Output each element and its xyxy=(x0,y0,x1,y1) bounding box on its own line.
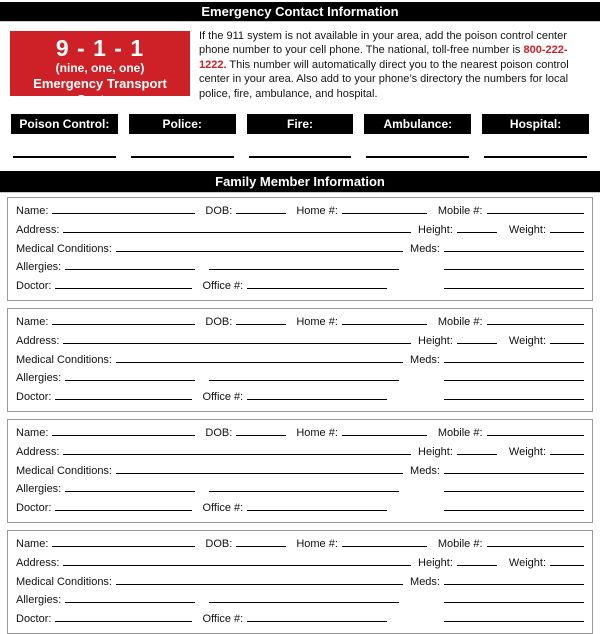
home-phone-line xyxy=(342,202,427,214)
home-phone-line xyxy=(342,424,427,436)
office-phone-label: Office #: xyxy=(202,502,244,515)
poison-control-label: Poison Control: xyxy=(11,114,118,134)
address-line xyxy=(63,443,411,455)
allergies-continuation-line xyxy=(209,591,399,603)
member-row-allergies xyxy=(16,480,584,499)
office-phone-label: Office #: xyxy=(202,280,244,293)
medical-conditions-line xyxy=(116,462,403,474)
office-phone-label: Office #: xyxy=(202,391,244,404)
meds-line xyxy=(444,462,584,474)
address-line xyxy=(63,554,411,566)
meds-label: Meds: xyxy=(410,353,440,366)
office-phone-line xyxy=(247,277,387,289)
name-label: Name: xyxy=(16,427,49,439)
meds-line xyxy=(444,240,584,252)
address-label: Address: xyxy=(16,445,60,458)
height-line xyxy=(457,443,497,455)
allergies-continuation-line xyxy=(209,258,399,270)
meds-label: Meds: xyxy=(410,464,440,477)
member-row-identity xyxy=(16,535,584,554)
office-phone-line xyxy=(247,499,387,511)
doctor-label: Doctor: xyxy=(16,613,52,626)
name-line xyxy=(52,535,195,547)
member-row-doctor xyxy=(16,610,584,629)
paragraph-text-before: If the 911 system is not available in your area, add the poison control center phone number to your cell phone. The national, toll-free number is xyxy=(199,30,567,57)
fire-answer-line xyxy=(249,136,352,158)
dob-label: DOB: xyxy=(205,316,233,329)
member-row-doctor xyxy=(16,277,584,296)
office-phone-line xyxy=(247,388,387,400)
member-row-medical xyxy=(16,351,584,370)
mobile-phone-line xyxy=(487,424,584,436)
medical-conditions-label: Medical Conditions: xyxy=(16,464,112,477)
member-row-allergies xyxy=(16,591,584,610)
member-row-medical xyxy=(16,240,584,259)
family-member-card xyxy=(7,308,593,412)
page-title-bar xyxy=(0,2,600,22)
office-phone-line xyxy=(247,610,387,622)
member-row-address xyxy=(16,332,584,351)
medical-conditions-label: Medical Conditions: xyxy=(16,242,112,255)
allergies-continuation-line xyxy=(209,369,399,381)
doctor-line xyxy=(55,388,192,400)
member-row-address xyxy=(16,221,584,240)
name-line xyxy=(52,313,195,325)
office-phone-label: Office #: xyxy=(202,613,244,626)
dob-line xyxy=(236,313,286,325)
name-line xyxy=(52,424,195,436)
contact-labels-row xyxy=(0,114,600,134)
family-members xyxy=(0,197,600,634)
nine-one-one-box xyxy=(10,31,190,107)
mobile-phone-label: Mobile #: xyxy=(437,316,483,329)
family-member-card xyxy=(7,197,593,301)
family-member-card xyxy=(7,530,593,634)
weight-label: Weight: xyxy=(508,334,546,347)
mobile-phone-label: Mobile #: xyxy=(437,427,483,439)
name-label: Name: xyxy=(16,537,49,550)
nine-one-one-words: (nine, one, one) xyxy=(55,61,145,75)
meds-continuation-line-2 xyxy=(444,388,584,400)
doctor-label: Doctor: xyxy=(16,280,52,293)
height-line xyxy=(457,332,497,344)
meds-label: Meds: xyxy=(410,242,440,255)
dob-label: DOB: xyxy=(205,205,233,218)
allergies-continuation-line xyxy=(209,480,399,492)
weight-label: Weight: xyxy=(508,445,546,458)
mobile-phone-line xyxy=(487,313,584,325)
dob-label: DOB: xyxy=(205,427,233,439)
member-row-medical xyxy=(16,462,584,481)
allergies-label: Allergies: xyxy=(16,483,62,496)
contact-answer-lines-row xyxy=(0,136,600,158)
family-section-title: Family Member Information xyxy=(215,174,385,190)
weight-line xyxy=(550,443,584,455)
height-line xyxy=(457,554,497,566)
nine-one-one-number: 9 - 1 - 1 xyxy=(55,35,145,61)
allergies-label: Allergies: xyxy=(16,261,62,274)
member-row-doctor xyxy=(16,499,584,518)
meds-line xyxy=(444,573,584,585)
home-phone-label: Home #: xyxy=(296,427,338,439)
allergies-label: Allergies: xyxy=(16,594,62,607)
address-label: Address: xyxy=(16,223,60,236)
weight-label: Weight: xyxy=(508,556,546,569)
home-phone-label: Home #: xyxy=(296,537,338,550)
address-label: Address: xyxy=(16,334,60,347)
hospital-answer-line xyxy=(484,136,587,158)
ambulance-answer-line xyxy=(366,136,469,158)
member-row-doctor xyxy=(16,388,584,407)
name-label: Name: xyxy=(16,316,49,329)
meds-continuation-line xyxy=(444,258,584,270)
poison-control-answer-line xyxy=(13,136,116,158)
weight-line xyxy=(550,554,584,566)
member-row-medical xyxy=(16,573,584,592)
police-answer-line xyxy=(131,136,234,158)
dob-label: DOB: xyxy=(205,537,233,550)
home-phone-label: Home #: xyxy=(296,205,338,218)
meds-continuation-line xyxy=(444,369,584,381)
medical-conditions-label: Medical Conditions: xyxy=(16,575,112,588)
height-line xyxy=(457,221,497,233)
address-line xyxy=(63,332,411,344)
doctor-line xyxy=(55,277,192,289)
home-phone-label: Home #: xyxy=(296,316,338,329)
allergies-label: Allergies: xyxy=(16,372,62,385)
poison-control-paragraph xyxy=(199,29,590,101)
meds-continuation-line-2 xyxy=(444,499,584,511)
mobile-phone-label: Mobile #: xyxy=(437,537,483,550)
intro-section xyxy=(0,29,600,107)
mobile-phone-line xyxy=(487,202,584,214)
dob-line xyxy=(236,202,286,214)
emergency-transport-caption: Emergency Transport System xyxy=(33,76,167,107)
member-row-allergies xyxy=(16,369,584,388)
doctor-label: Doctor: xyxy=(16,502,52,515)
meds-label: Meds: xyxy=(410,575,440,588)
paragraph-text-after: This number will automatically direct you to the nearest poison control center in your area. Also add to your phone’s directory the numbers for local police, fire, ambulance, and hospital. xyxy=(199,58,569,100)
medical-conditions-line xyxy=(116,573,403,585)
height-label: Height: xyxy=(418,556,453,569)
mobile-phone-line xyxy=(487,535,584,547)
home-phone-line xyxy=(342,535,427,547)
height-label: Height: xyxy=(418,223,453,236)
ambulance-label: Ambulance: xyxy=(364,114,471,134)
weight-label: Weight: xyxy=(508,223,546,236)
member-row-address xyxy=(16,443,584,462)
fire-label: Fire: xyxy=(247,114,354,134)
member-row-identity xyxy=(16,313,584,332)
medical-conditions-label: Medical Conditions: xyxy=(16,353,112,366)
member-row-allergies xyxy=(16,258,584,277)
meds-continuation-line-2 xyxy=(444,610,584,622)
meds-continuation-line xyxy=(444,480,584,492)
member-row-identity xyxy=(16,424,584,443)
doctor-line xyxy=(55,499,192,511)
weight-line xyxy=(550,332,584,344)
doctor-line xyxy=(55,610,192,622)
dob-line xyxy=(236,535,286,547)
police-label: Police: xyxy=(129,114,236,134)
height-label: Height: xyxy=(418,334,453,347)
meds-line xyxy=(444,351,584,363)
allergies-line xyxy=(65,258,195,270)
allergies-line xyxy=(65,369,195,381)
medical-conditions-line xyxy=(116,351,403,363)
page-title: Emergency Contact Information xyxy=(201,4,399,19)
family-member-card xyxy=(7,419,593,523)
name-line xyxy=(52,202,195,214)
dob-line xyxy=(236,424,286,436)
name-label: Name: xyxy=(16,205,49,218)
medical-conditions-line xyxy=(116,240,403,252)
allergies-line xyxy=(65,480,195,492)
poison-control-phone-number: 800-222-1222. xyxy=(199,44,568,71)
family-section-title-bar xyxy=(0,171,600,193)
allergies-line xyxy=(65,591,195,603)
member-row-address xyxy=(16,554,584,573)
mobile-phone-label: Mobile #: xyxy=(437,205,483,218)
home-phone-line xyxy=(342,313,427,325)
address-label: Address: xyxy=(16,556,60,569)
doctor-label: Doctor: xyxy=(16,391,52,404)
member-row-identity xyxy=(16,202,584,221)
weight-line xyxy=(550,221,584,233)
height-label: Height: xyxy=(418,445,453,458)
meds-continuation-line-2 xyxy=(444,277,584,289)
meds-continuation-line xyxy=(444,591,584,603)
address-line xyxy=(63,221,411,233)
hospital-label: Hospital: xyxy=(482,114,589,134)
